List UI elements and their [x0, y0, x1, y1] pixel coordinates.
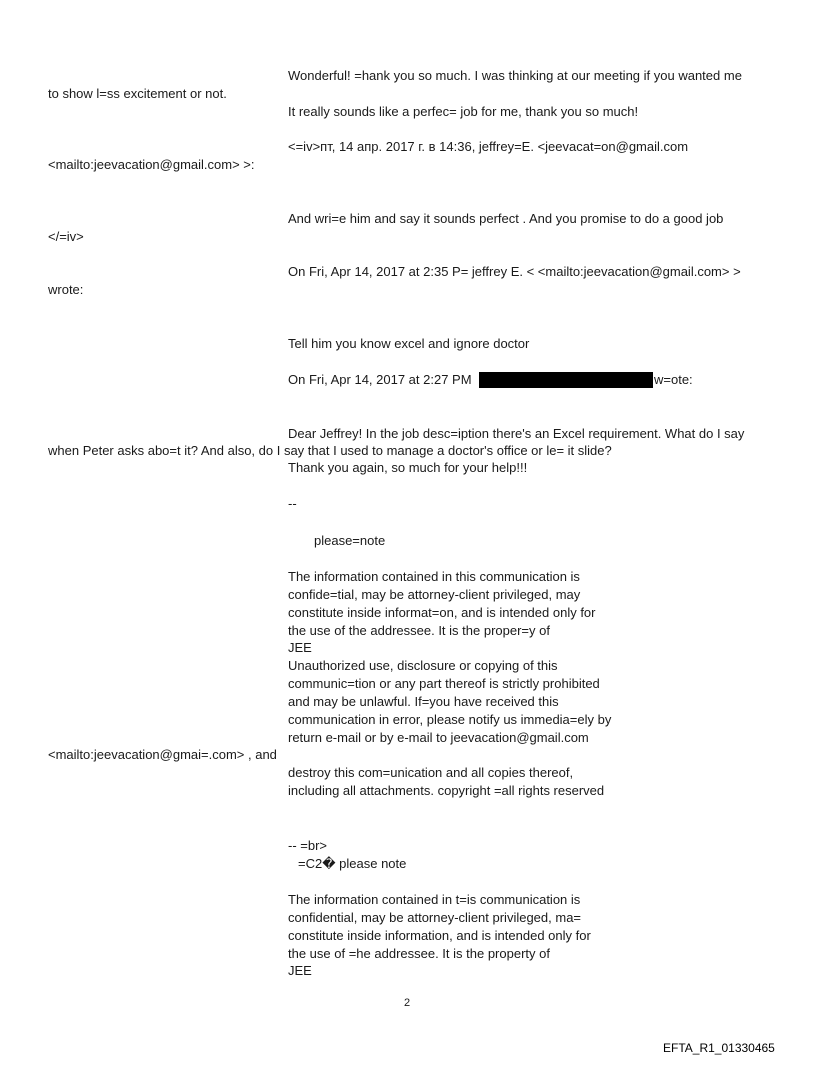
signature-separator: --	[288, 496, 297, 511]
email-line: Wonderful! =hank you so much. I was thinking at our meeting if you wanted me	[288, 68, 742, 83]
disclaimer-line: JEE	[288, 963, 312, 978]
disclaimer-line: communication in error, please notify us immedia=ely by	[288, 712, 612, 727]
disclaimer-line: <mailto:jeevacation@gmai=.com> , and	[48, 747, 277, 762]
email-line: On Fri, Apr 14, 2017 at 2:35 P= jeffrey E. < <mailto:jeevacation@gmail.com> >	[288, 264, 741, 279]
email-line: And wri=e him and say it sounds perfect . And you promise to do a good job	[288, 211, 724, 226]
email-line: =C2� please note	[298, 856, 407, 871]
disclaimer-line: constitute inside informat=on, and is intended only for	[288, 605, 596, 620]
signature-separator: -- =br>	[288, 838, 328, 853]
disclaimer-line: confidential, may be attorney-client privileged, ma=	[288, 910, 582, 925]
email-line: wrote:	[48, 282, 84, 297]
disclaimer-line: communic=tion or any part thereof is strictly prohibited	[288, 676, 600, 691]
email-line: It really sounds like a perfec= job for me, thank you so much!	[288, 104, 639, 119]
email-line: <mailto:jeevacation@gmail.com> >:	[48, 157, 255, 172]
email-line: <=iv>пт, 14 апр. 2017 г. в 14:36, jeffrey=E. <jeevacat=on@gmail.com	[288, 139, 689, 154]
disclaimer-line: Unauthorized use, disclosure or copying of this	[288, 658, 558, 673]
disclaimer-line: confide=tial, may be attorney-client privileged, may	[288, 587, 581, 602]
email-line: Dear Jeffrey! In the job desc=iption there's an Excel requirement. What do I say	[288, 426, 745, 441]
email-line: Tell him you know excel and ignore doctor	[288, 336, 530, 351]
disclaimer-line: JEE	[288, 640, 312, 655]
disclaimer-line: including all attachments. copyright =all rights reserved	[288, 783, 605, 798]
email-line: please=note	[314, 533, 386, 548]
email-line: w=ote:	[654, 372, 693, 387]
disclaimer-line: destroy this com=unication and all copies thereof,	[288, 765, 574, 780]
email-line: On Fri, Apr 14, 2017 at 2:27 PM	[288, 372, 472, 387]
email-line: </=iv>	[48, 229, 84, 244]
email-line: Thank you again, so much for your help!!!	[288, 460, 528, 475]
page-number: 2	[404, 997, 411, 1009]
redaction-box	[479, 372, 653, 388]
disclaimer-line: return e-mail or by e-mail to jeevacation@gmail.com	[288, 730, 589, 745]
disclaimer-line: The information contained in this communication is	[288, 569, 580, 584]
document-id: EFTA_R1_01330465	[663, 1041, 775, 1055]
email-line: when Peter asks abo=t it? And also, do I say that I used to manage a doctor's office or le= it slide?	[48, 443, 612, 458]
disclaimer-line: the use of the addressee. It is the proper=y of	[288, 623, 550, 638]
disclaimer-line: and may be unlawful. If=you have received this	[288, 694, 559, 709]
email-line: to show l=ss excitement or not.	[48, 86, 227, 101]
disclaimer-line: The information contained in t=is communication is	[288, 892, 581, 907]
disclaimer-line: constitute inside information, and is intended only for	[288, 928, 591, 943]
disclaimer-line: the use of =he addressee. It is the property of	[288, 946, 550, 961]
